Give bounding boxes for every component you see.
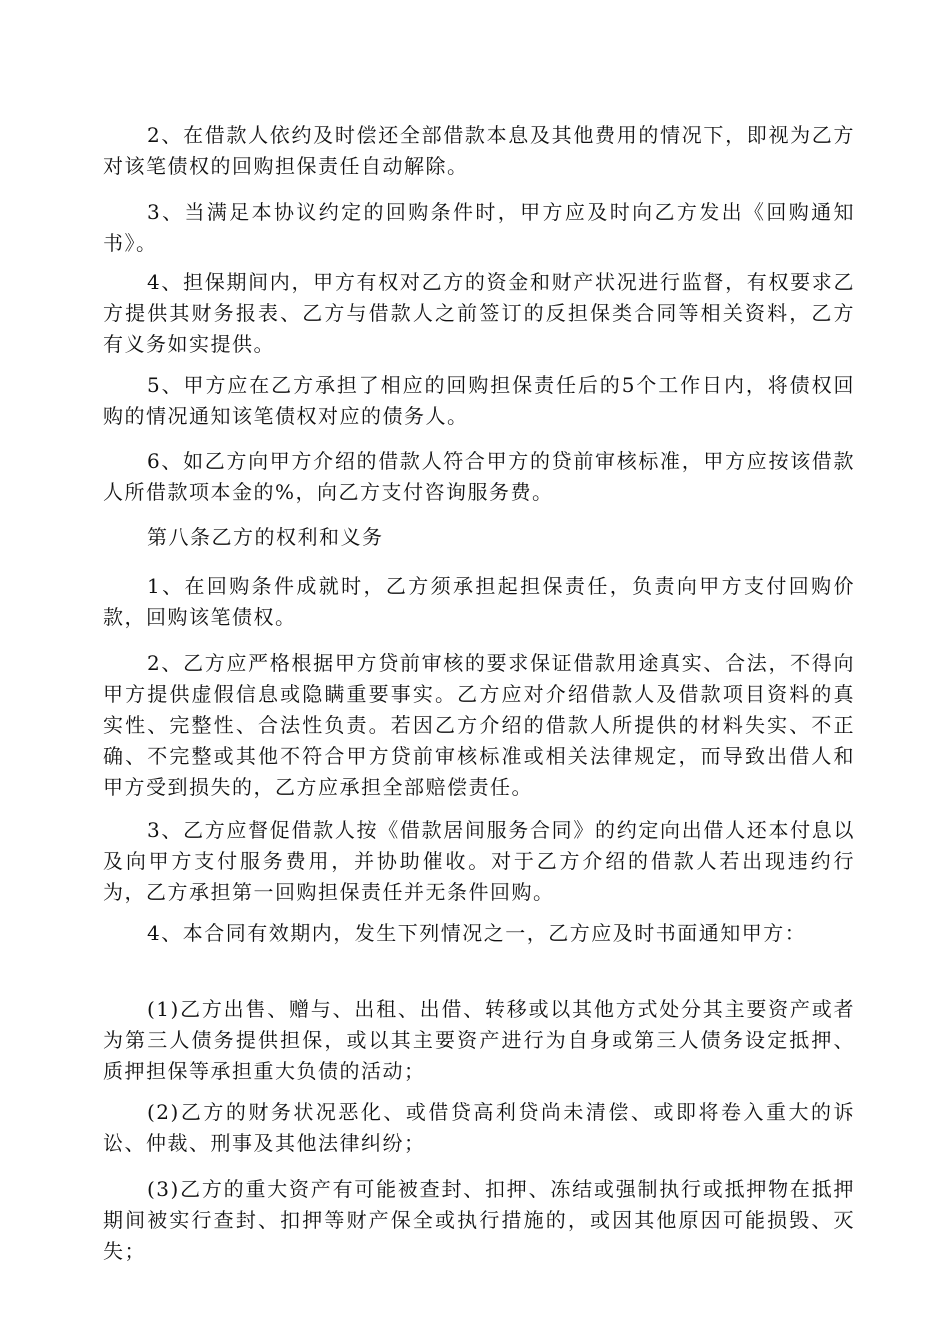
party-b-clause-2: 2、乙方应严格根据甲方贷前审核的要求保证借款用途真实、合法，不得向甲方提供虚假信息或隐瞒重要事实。乙方应对介绍借款人及借款项目资料的真实性、完整性、合法性负责。若因乙方介绍的借款人所提供的材料失实、不正确、不完整或其他不符合甲方贷前审核标准或相关法律规定，而导致出借人和甲方受到损失的，乙方应承担全部赔偿责任。 [103,651,855,799]
party-b-clause-4-item-1: (1)乙方出售、赠与、出租、出借、转移或以其他方式处分其主要资产或者为第三人债务提供担保，或以其主要资产进行为自身或第三人债务设定抵押、质押担保等承担重大负债的活动； [103,997,855,1083]
party-b-clause-3: 3、乙方应督促借款人按《借款居间服务合同》的约定向出借人还本付息以及向甲方支付服务费用，并协助催收。对于乙方介绍的借款人若出现违约行为，乙方承担第一回购担保责任并无条件回购。 [103,818,855,904]
paragraph-4-supervision: 4、担保期间内，甲方有权对乙方的资金和财产状况进行监督，有权要求乙方提供其财务报表、乙方与借款人之前签订的反担保类合同等相关资料，乙方有义务如实提供。 [103,270,855,356]
paragraph-2-repurchase-release: 2、在借款人依约及时偿还全部借款本息及其他费用的情况下，即视为乙方对该笔债权的回购担保责任自动解除。 [103,123,855,178]
paragraph-6-consulting-fee: 6、如乙方向甲方介绍的借款人符合甲方的贷前审核标准，甲方应按该借款人所借款项本金的%，向乙方支付咨询服务费。 [103,449,855,504]
paragraph-3-repurchase-notice: 3、当满足本协议约定的回购条件时，甲方应及时向乙方发出《回购通知书》。 [103,200,855,255]
party-b-clause-4: 4、本合同有效期内，发生下列情况之一，乙方应及时书面通知甲方： [147,921,807,945]
article-8-heading: 第八条乙方的权利和义务 [147,525,384,549]
party-b-clause-1: 1、在回购条件成就时，乙方须承担起担保责任，负责向甲方支付回购价款，回购该笔债权。 [103,574,855,629]
party-b-clause-4-item-3: (3)乙方的重大资产有可能被查封、扣押、冻结或强制执行或抵押物在抵押期间被实行查封、扣押等财产保全或执行措施的，或因其他原因可能损毁、灭失； [103,1177,855,1263]
paragraph-5-debtor-notice: 5、甲方应在乙方承担了相应的回购担保责任后的5个工作日内，将债权回购的情况通知该笔债权对应的债务人。 [103,373,855,428]
party-b-clause-4-item-2: (2)乙方的财务状况恶化、或借贷高利贷尚未清偿、或即将卷入重大的诉讼、仲裁、刑事及其他法律纠纷； [103,1100,855,1155]
